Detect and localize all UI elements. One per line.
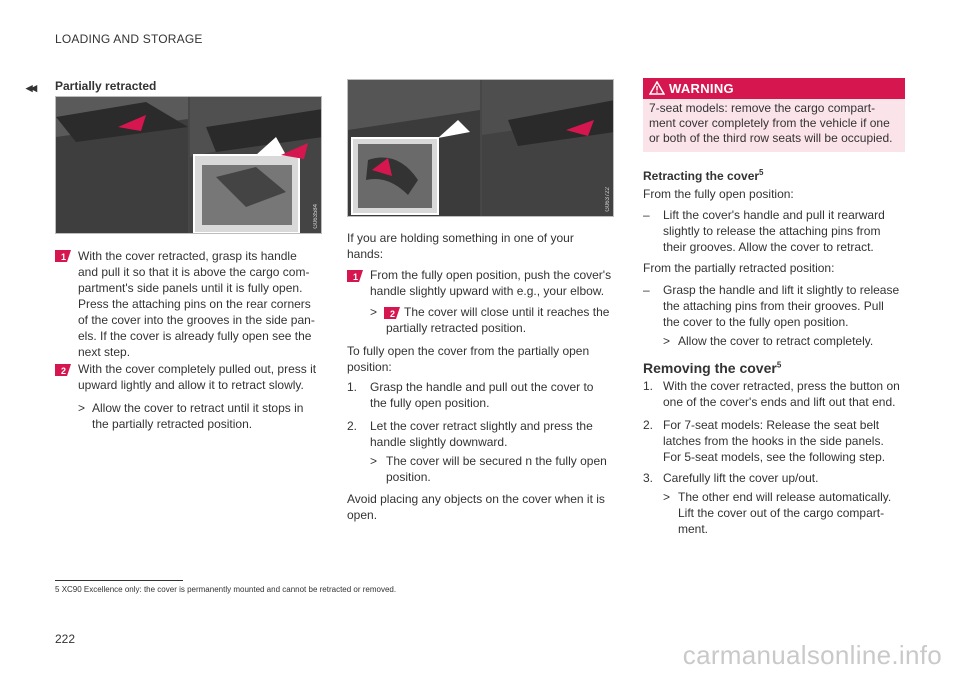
dash-1: – bbox=[643, 208, 650, 222]
step2-result: Allow the cover to retract until it stops in the partially retracted position. bbox=[92, 401, 304, 431]
num2-result: The cover will be secured n the fully open position. bbox=[386, 454, 607, 484]
step-badge-2 bbox=[55, 364, 71, 376]
result-arrow: > bbox=[78, 401, 86, 415]
result-arrow-4: > bbox=[663, 334, 671, 348]
result-arrow-5: > bbox=[663, 490, 671, 504]
rem1-text: With the cover retracted, press the button on one of the cover's ends and lift out that end. bbox=[663, 379, 900, 409]
photo-push-handle bbox=[347, 79, 614, 217]
heading-retracting: Retracting the cover$^5$ bbox=[643, 168, 764, 183]
num-1: 1. bbox=[347, 380, 358, 394]
num-2: 2. bbox=[347, 419, 358, 433]
dash2-text: Grasp the handle and lift it slightly to release the attaching pins from their grooves. Pull the cover to the fully open position. bbox=[663, 283, 900, 329]
footnote: 5 XC90 Excellence only: the cover is permanently mounted and cannot be retracted or removed. bbox=[55, 585, 397, 594]
push-step-text: From the fully open position, push the cover's handle slightly upward with e.g., your elbow. bbox=[370, 268, 612, 298]
svg-text:1: 1 bbox=[353, 272, 359, 282]
avoid-text: Avoid placing any objects on the cover when it is open. bbox=[347, 492, 605, 522]
back-arrows-icon[interactable]: ◂◂ bbox=[26, 80, 36, 95]
step-badge-1 bbox=[55, 250, 71, 262]
photo-code-2: G063722 bbox=[605, 187, 611, 212]
rem3-text: Carefully lift the cover up/out. bbox=[663, 471, 819, 485]
svg-text:2: 2 bbox=[61, 366, 67, 376]
warning-triangle-icon bbox=[649, 81, 665, 95]
page-number: 222 bbox=[55, 632, 76, 646]
warning-header bbox=[643, 78, 905, 99]
result-arrow-3: > bbox=[370, 454, 378, 468]
heading-removing: Removing the cover$^5$ bbox=[643, 360, 782, 376]
svg-text:2: 2 bbox=[390, 309, 396, 319]
dash-2: – bbox=[643, 283, 650, 297]
svg-text:1: 1 bbox=[61, 252, 67, 262]
step1-text: With the cover retracted, grasp its handle and pull it so that it is above the cargo com- partment's side panels until it is fully open. Press the attaching pins on the rear corners of the cover into the grooves in the side pan- els. If the cover is already fully open see the next step. bbox=[78, 249, 315, 359]
cargo-photo-illustration bbox=[56, 97, 322, 234]
num2-text: Let the cover retract slightly and press the handle slightly downward. bbox=[370, 419, 593, 449]
warning-body bbox=[643, 99, 905, 152]
from-open-text: From the fully open position: bbox=[643, 187, 794, 201]
warning-text: 7-seat models: remove the cargo compart- ment cover completely from the vehicle if one or both of the third row seats will be occupied. bbox=[649, 101, 893, 145]
rem-num-2: 2. bbox=[643, 418, 654, 432]
intro-text: If you are holding something in one of your hands: bbox=[347, 231, 574, 261]
rem-num-3: 3. bbox=[643, 471, 654, 485]
dash1-text: Lift the cover's handle and pull it rearward slightly to release the attaching pins from their grooves. Allow the cover to retract. bbox=[663, 208, 885, 254]
num1-text: Grasp the handle and pull out the cover to the fully open position. bbox=[370, 380, 594, 410]
step2-text: With the cover completely pulled out, press it upward lightly and allow it to retract slowly. bbox=[78, 362, 317, 392]
warning-title: WARNING bbox=[669, 81, 734, 96]
rem2-text: For 7-seat models: Release the seat belt latches from the hooks in the side panels. For 5-seat models, see the following step. bbox=[663, 418, 886, 464]
rem-num-1: 1. bbox=[643, 379, 654, 393]
section-header: LOADING AND STORAGE bbox=[55, 32, 203, 46]
heading-partially-retracted: Partially retracted bbox=[55, 79, 157, 93]
push-result-text: The cover will close until it reaches the partially retracted position. bbox=[386, 305, 610, 335]
result-arrow-2: > bbox=[370, 305, 378, 319]
rem3-result: The other end will release automatically. Lift the cover out of the cargo compart- ment. bbox=[678, 490, 892, 536]
dash2-result: Allow the cover to retract completely. bbox=[678, 334, 874, 348]
watermark: carmanualsonline.info bbox=[682, 640, 942, 670]
fully-open-text: To fully open the cover from the partially open position: bbox=[347, 344, 590, 374]
from-partial-text: From the partially retracted position: bbox=[643, 261, 835, 275]
photo-code: G063584 bbox=[313, 204, 319, 229]
footnote-rule bbox=[55, 580, 183, 581]
step-badge-1b bbox=[347, 270, 363, 282]
cargo-photo-illustration-2 bbox=[348, 80, 614, 217]
photo-partially-retracted bbox=[55, 96, 322, 234]
